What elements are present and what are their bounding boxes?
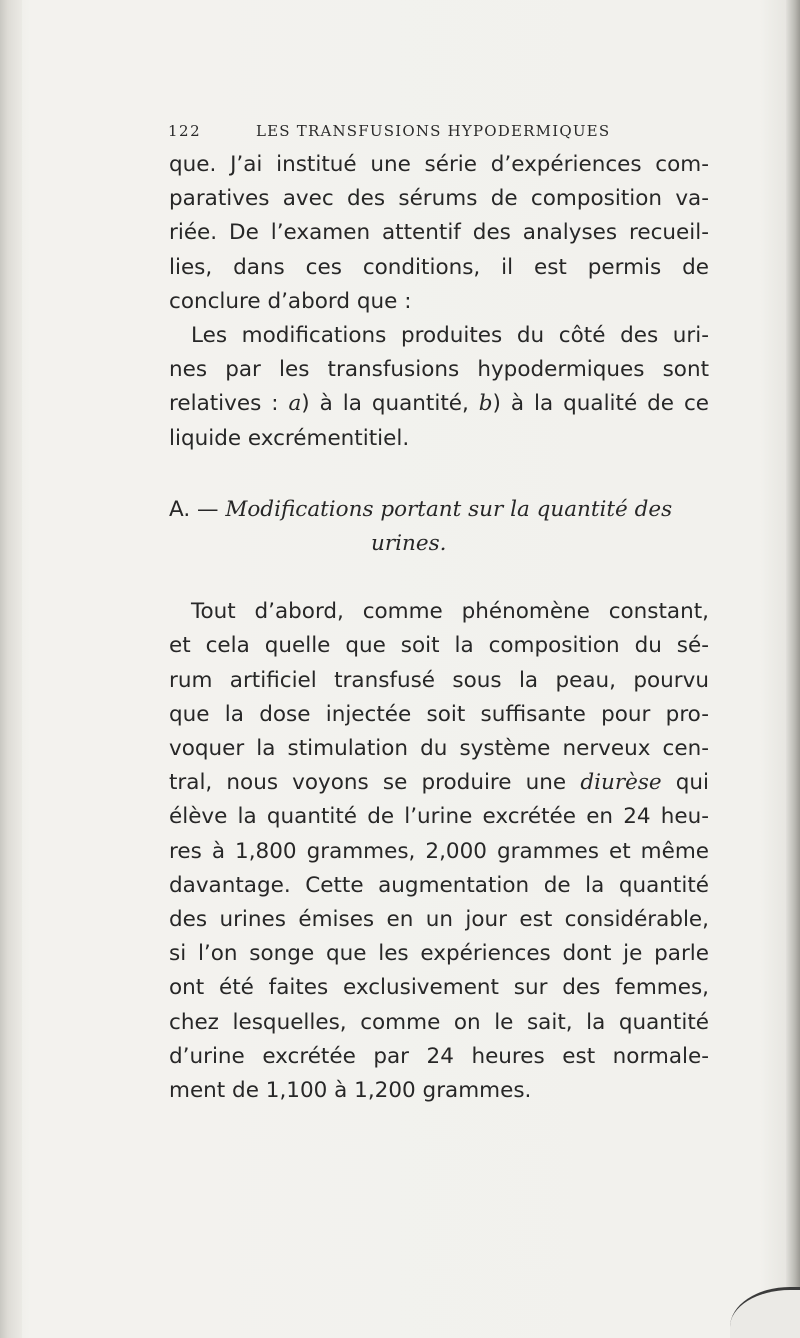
text-line: ont été faites exclusivement sur des femmes, [169,975,709,1001]
heading-title: Modifications portant sur la quantité des [225,496,673,522]
italic-term: diurèse [580,770,662,796]
section-heading [169,493,709,561]
text-line: ment de 1,100 à 1,200 grammes. [169,1078,532,1104]
heading-prefix: A. — [169,496,226,522]
running-head: LES TRANSFUSIONS HYPODERMIQUES [256,122,611,140]
text-line: rum artificiel transfusé sous la peau, pourvu [169,667,709,693]
text-line: et cela quelle que soit la composition du sé- [169,633,709,659]
text-line: paratives avec des sérums de composition va- [169,186,709,212]
text-line: conclure d’abord que : [169,288,412,314]
list-marker-b: b [478,391,493,417]
text-line: des urines émises en un jour est considérable, [169,907,709,933]
paragraph-2 [169,319,709,456]
text-fragment: tral, nous voyons se produire une [169,770,581,796]
text-line: Les modifications produites du côté des uri- [191,323,709,349]
body-text [169,148,709,1108]
list-marker-a: a [288,391,302,417]
text-line: riée. De l’examen attentif des analyses recueil- [169,220,709,246]
text-line: lies, dans ces conditions, il est permis de [169,254,709,280]
text-line: d’urine excrétée par 24 heures est normale- [169,1043,709,1069]
text-line: nes par les transfusions hypodermiques sont [169,357,709,383]
text-line [169,387,709,421]
text-line: élève la quantité de l’urine excrétée en 24 heu- [169,804,709,830]
page-number: 122 [168,122,202,140]
page-gutter-shadow [0,0,22,1338]
text-line [169,766,709,800]
text-fragment: qui [661,770,709,796]
text-line: res à 1,800 grammes, 2,000 grammes et même [169,838,709,864]
text-line: que la dose injectée soit suffisante pour pro- [169,701,709,727]
text-line: liquide excrémentitiel. [169,425,410,451]
paragraph-1 [169,148,709,319]
text-line: que. J’ai institué une série d’expériences com- [169,152,709,177]
paragraph-3 [169,595,709,1108]
heading-line: urines. [371,531,447,557]
page-edge-shadow [786,0,800,1338]
text-fragment: ) à la qualité de ce [492,391,709,417]
text-line: chez lesquelles, comme on le sait, la quantité [169,1009,709,1035]
page-header [168,122,638,146]
text-fragment: ) à la quantité, [301,391,479,417]
text-line: si l’on songe que les expériences dont je parle [169,941,709,967]
heading-line [169,493,709,527]
text-line: Tout d’abord, comme phénomène constant, [191,599,709,625]
text-fragment: relatives : [169,391,289,417]
text-line: voquer la stimulation du système nerveux cen- [169,736,709,762]
text-line: davantage. Cette augmentation de la quantité [169,872,709,898]
